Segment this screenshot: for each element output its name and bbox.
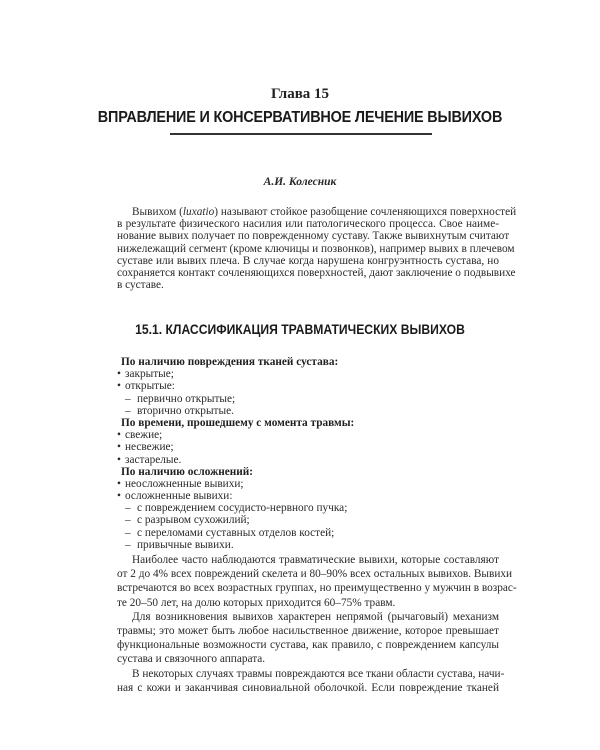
list-heading — [117, 356, 499, 368]
list-heading — [117, 417, 499, 429]
list-item-text: с повреждением сосудисто-нервного пучка; — [137, 502, 348, 515]
bullet-icon: • — [117, 490, 121, 503]
text-line: от 2 до 4% всех повреждений скелета и 80–90% всех остальных вывихов. Вывихи — [117, 568, 513, 581]
title-underline — [170, 133, 432, 135]
list-item — [117, 368, 499, 380]
dash-icon: – — [125, 538, 131, 551]
list-item — [117, 405, 499, 417]
chapter-number: Глава 15 — [270, 86, 330, 102]
text-line: встречаются во всех возрастных группах, но преимущественно у мужчин в возрас- — [117, 582, 517, 595]
text-line: Наиболее часто наблюдаются травматические вывихи, которые составляют — [132, 554, 499, 566]
classification-list — [117, 356, 499, 551]
list-item-text: По времени, прошедшему с момента травмы: — [121, 416, 355, 429]
text-line: суставе или вывих плеча. В случае когда нарушена конгруэнтность сустава, но — [117, 254, 499, 267]
text-line: ная с кожи и заканчивая синовиальной оболочкой. Если повреждение тканей — [117, 681, 499, 694]
body-text — [117, 553, 517, 695]
list-heading — [117, 466, 499, 478]
intro-paragraph — [117, 206, 517, 292]
list-item — [117, 502, 499, 514]
text-line: Для возникновения вывихов характерен непрямой (рычаговый) механизм — [132, 610, 499, 623]
bullet-icon: • — [117, 368, 121, 381]
list-item — [117, 478, 499, 490]
list-item — [117, 429, 499, 441]
list-item — [117, 441, 499, 453]
text-line: сустава и связочного аппарата. — [117, 653, 266, 666]
text-line: в результате физического насилия или патологического процесса. Свое наиме- — [117, 218, 499, 231]
dash-icon: – — [125, 502, 131, 515]
list-item-text: свежие; — [125, 429, 163, 442]
text-line: функциональные возможности сустава, как правило, с повреждением капсулы — [117, 639, 499, 652]
bullet-icon: • — [117, 477, 121, 490]
author: А.И. Колесник — [263, 176, 337, 188]
list-item-text: несвежие; — [125, 441, 174, 454]
list-item-text: вторично открытые. — [137, 404, 234, 417]
list-item — [117, 380, 499, 392]
text-line: сохраняется контакт сочленяющихся поверхностей, дают заключение о подвывихе — [117, 266, 516, 279]
list-item-text: с разрывом сухожилий; — [137, 514, 250, 527]
bullet-icon: • — [117, 453, 121, 466]
list-item-text: закрытые; — [125, 368, 174, 381]
list-item — [117, 527, 499, 539]
list-item-text: По наличию повреждения тканей сустава: — [121, 356, 339, 368]
bullet-icon: • — [117, 441, 121, 454]
list-item-text: с переломами суставных отделов костей; — [137, 526, 335, 539]
list-item — [117, 514, 499, 526]
bullet-icon: • — [117, 429, 121, 442]
text-line: в суставе. — [117, 279, 164, 292]
list-item — [117, 490, 499, 502]
text-line: В некоторых случаях травмы повреждаются все ткани области сустава, начи- — [132, 667, 505, 680]
list-item-text: первично открытые; — [137, 392, 236, 405]
text-line: нование вывих получает по поврежденному суставу. Также вывихнутым считают — [117, 230, 510, 243]
list-item-text: привычные вывихи. — [137, 538, 234, 551]
text-line: нижележащий сегмент (кроме ключицы и позвонков), например вывих в плечевом — [117, 242, 515, 255]
section-heading: 15.1. КЛАССИФИКАЦИЯ ТРАВМАТИЧЕСКИХ ВЫВИХОВ — [135, 322, 465, 337]
list-item-text: открытые: — [125, 380, 175, 393]
dash-icon: – — [125, 392, 131, 405]
list-item — [117, 393, 499, 405]
text-line: Вывихом (luxatio) называют стойкое разобщение сочленяющихся поверхностей — [132, 206, 517, 218]
list-item-text: По наличию осложнений: — [121, 465, 254, 478]
list-item-text: осложненные вывихи: — [125, 490, 233, 503]
dash-icon: – — [125, 404, 131, 417]
bullet-icon: • — [117, 380, 121, 393]
list-item-text: застарелые. — [125, 453, 182, 466]
text-line: те 20–50 лет, на долю которых приходится 60–75% травм. — [117, 596, 396, 609]
list-item — [117, 539, 499, 551]
chapter-title: ВПРАВЛЕНИЕ И КОНСЕРВАТИВНОЕ ЛЕЧЕНИЕ ВЫВИХОВ — [97, 109, 503, 126]
dash-icon: – — [125, 526, 131, 539]
dash-icon: – — [125, 514, 131, 527]
list-item — [117, 454, 499, 466]
list-item-text: неосложненные вывихи; — [125, 477, 244, 490]
text-line: травмы; это может быть любое насильственное движение, которое превышает — [117, 624, 499, 637]
